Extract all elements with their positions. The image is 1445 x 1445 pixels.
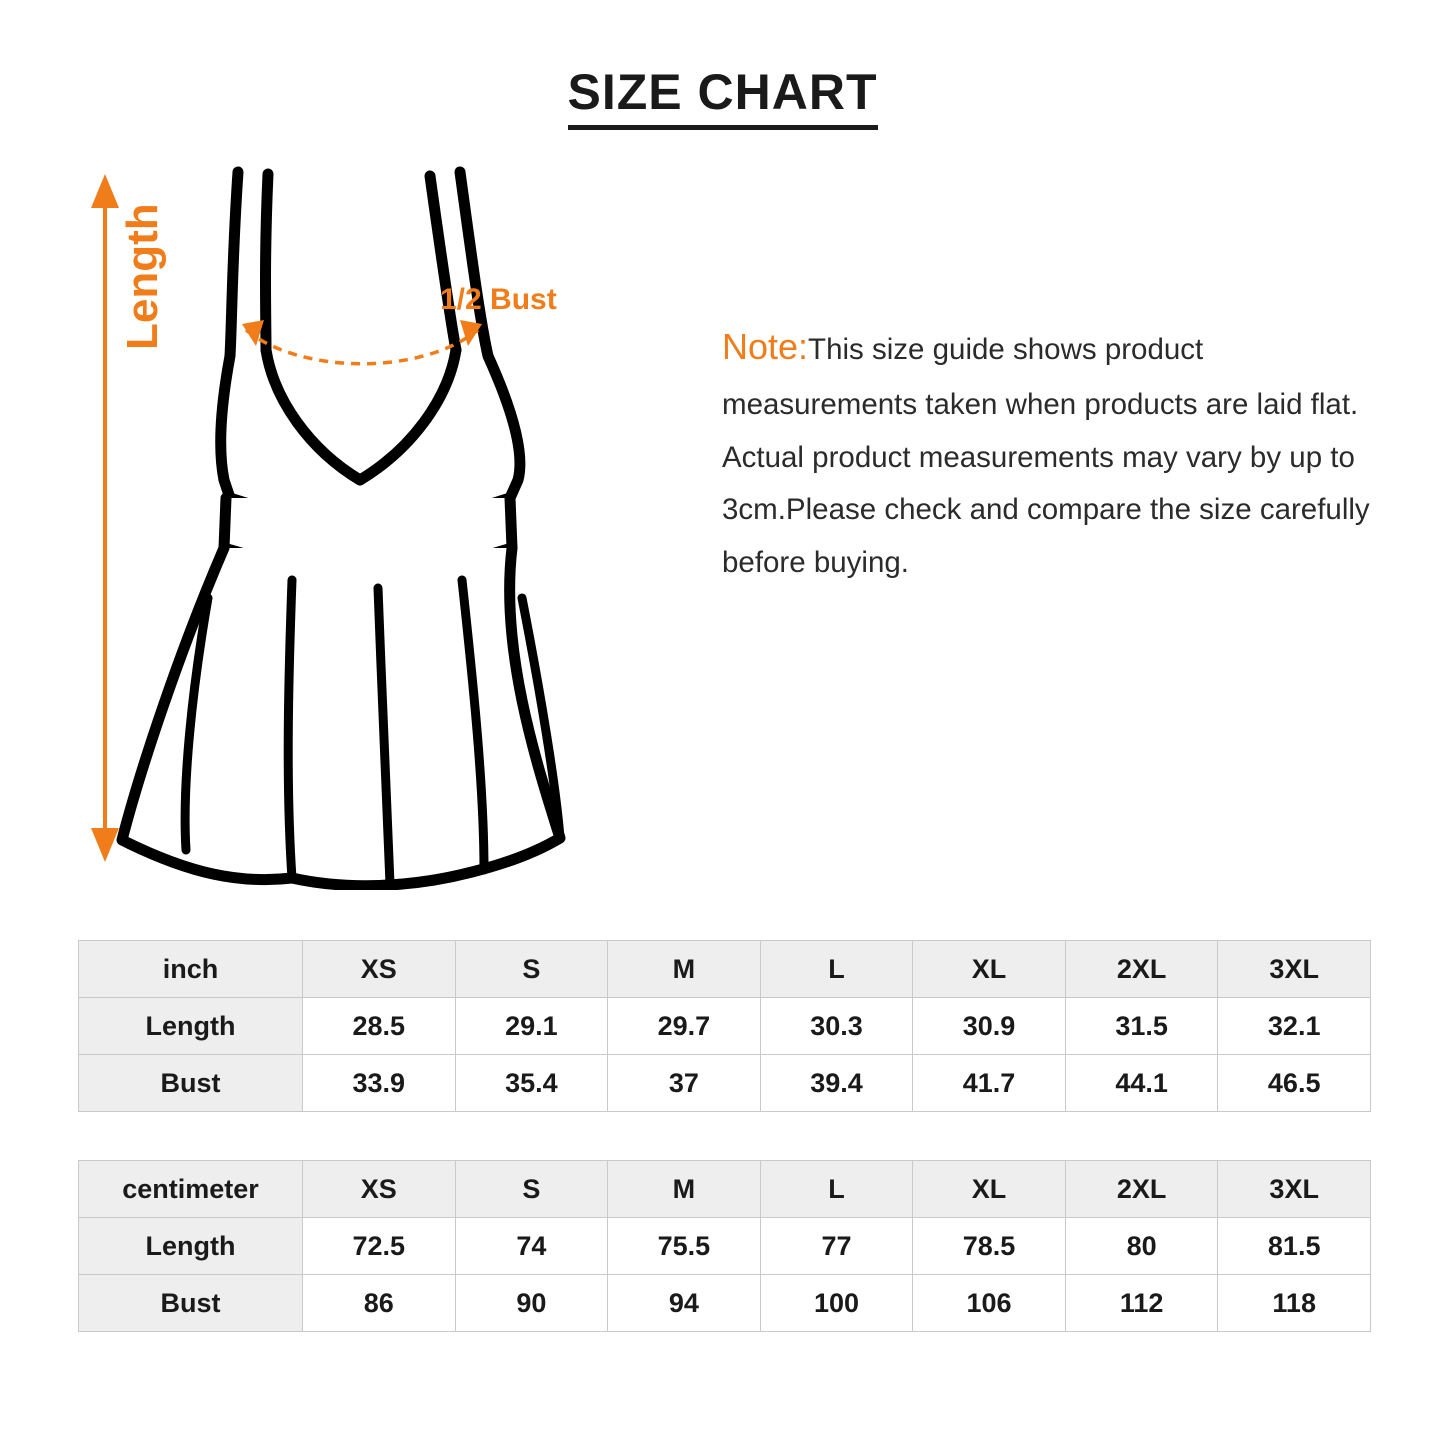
cell-value: 41.7 [913, 1055, 1066, 1112]
bust-dimension-label: 1/2 Bust [440, 283, 557, 316]
table-row [79, 941, 1371, 998]
cell-value: 28.5 [303, 998, 456, 1055]
cell-value: 86 [303, 1275, 456, 1332]
column-header: XL [913, 1161, 1066, 1218]
cell-value: 30.9 [913, 998, 1066, 1055]
cell-value: 35.4 [455, 1055, 608, 1112]
cell-value: 118 [1218, 1275, 1371, 1332]
column-header: XL [913, 941, 1066, 998]
row-label-length-inch: Length [79, 998, 303, 1055]
cell-value: 29.7 [608, 998, 761, 1055]
cell-value: 39.4 [760, 1055, 913, 1112]
column-header: S [455, 1161, 608, 1218]
note-prefix: Note: [722, 326, 809, 367]
cell-value: 33.9 [303, 1055, 456, 1112]
cell-value: 112 [1065, 1275, 1218, 1332]
column-header: 3XL [1218, 1161, 1371, 1218]
dress-outline [122, 172, 560, 886]
length-arrow [91, 174, 119, 862]
cell-value: 44.1 [1065, 1055, 1218, 1112]
cell-value: 30.3 [760, 998, 913, 1055]
cell-value: 37 [608, 1055, 761, 1112]
cell-value: 31.5 [1065, 998, 1218, 1055]
cell-value: 32.1 [1218, 998, 1371, 1055]
note-block [722, 315, 1394, 589]
cell-value: 81.5 [1218, 1218, 1371, 1275]
column-header: 2XL [1065, 941, 1218, 998]
column-header: M [608, 941, 761, 998]
unit-label-inch: inch [79, 941, 303, 998]
row-label-bust-inch: Bust [79, 1055, 303, 1112]
length-dimension-label: Length [118, 203, 167, 350]
column-header: XS [303, 1161, 456, 1218]
table-row [79, 998, 1371, 1055]
page-title-container [0, 66, 1445, 130]
row-label-bust-cm: Bust [79, 1275, 303, 1332]
column-header: XS [303, 941, 456, 998]
column-header: S [455, 941, 608, 998]
column-header: L [760, 1161, 913, 1218]
cell-value: 29.1 [455, 998, 608, 1055]
cell-value: 75.5 [608, 1218, 761, 1275]
cell-value: 90 [455, 1275, 608, 1332]
row-label-length-cm: Length [79, 1218, 303, 1275]
column-header: 2XL [1065, 1161, 1218, 1218]
cell-value: 72.5 [303, 1218, 456, 1275]
table-row [79, 1275, 1371, 1332]
note-body: This size guide shows product measurements taken when products are laid flat. Actual product measurements may vary by up to 3cm.Please check and compare the size carefully before buying. [722, 333, 1370, 579]
size-table-centimeter [78, 1160, 1371, 1332]
table-row [79, 1218, 1371, 1275]
cell-value: 74 [455, 1218, 608, 1275]
table-row [79, 1055, 1371, 1112]
cell-value: 94 [608, 1275, 761, 1332]
table-row [79, 1161, 1371, 1218]
column-header: L [760, 941, 913, 998]
cell-value: 106 [913, 1275, 1066, 1332]
column-header: M [608, 1161, 761, 1218]
unit-label-centimeter: centimeter [79, 1161, 303, 1218]
cell-value: 46.5 [1218, 1055, 1371, 1112]
cell-value: 80 [1065, 1218, 1218, 1275]
size-table-inch [78, 940, 1371, 1112]
cell-value: 100 [760, 1275, 913, 1332]
page-title: SIZE CHART [568, 66, 878, 130]
cell-value: 78.5 [913, 1218, 1066, 1275]
cell-value: 77 [760, 1218, 913, 1275]
column-header: 3XL [1218, 941, 1371, 998]
